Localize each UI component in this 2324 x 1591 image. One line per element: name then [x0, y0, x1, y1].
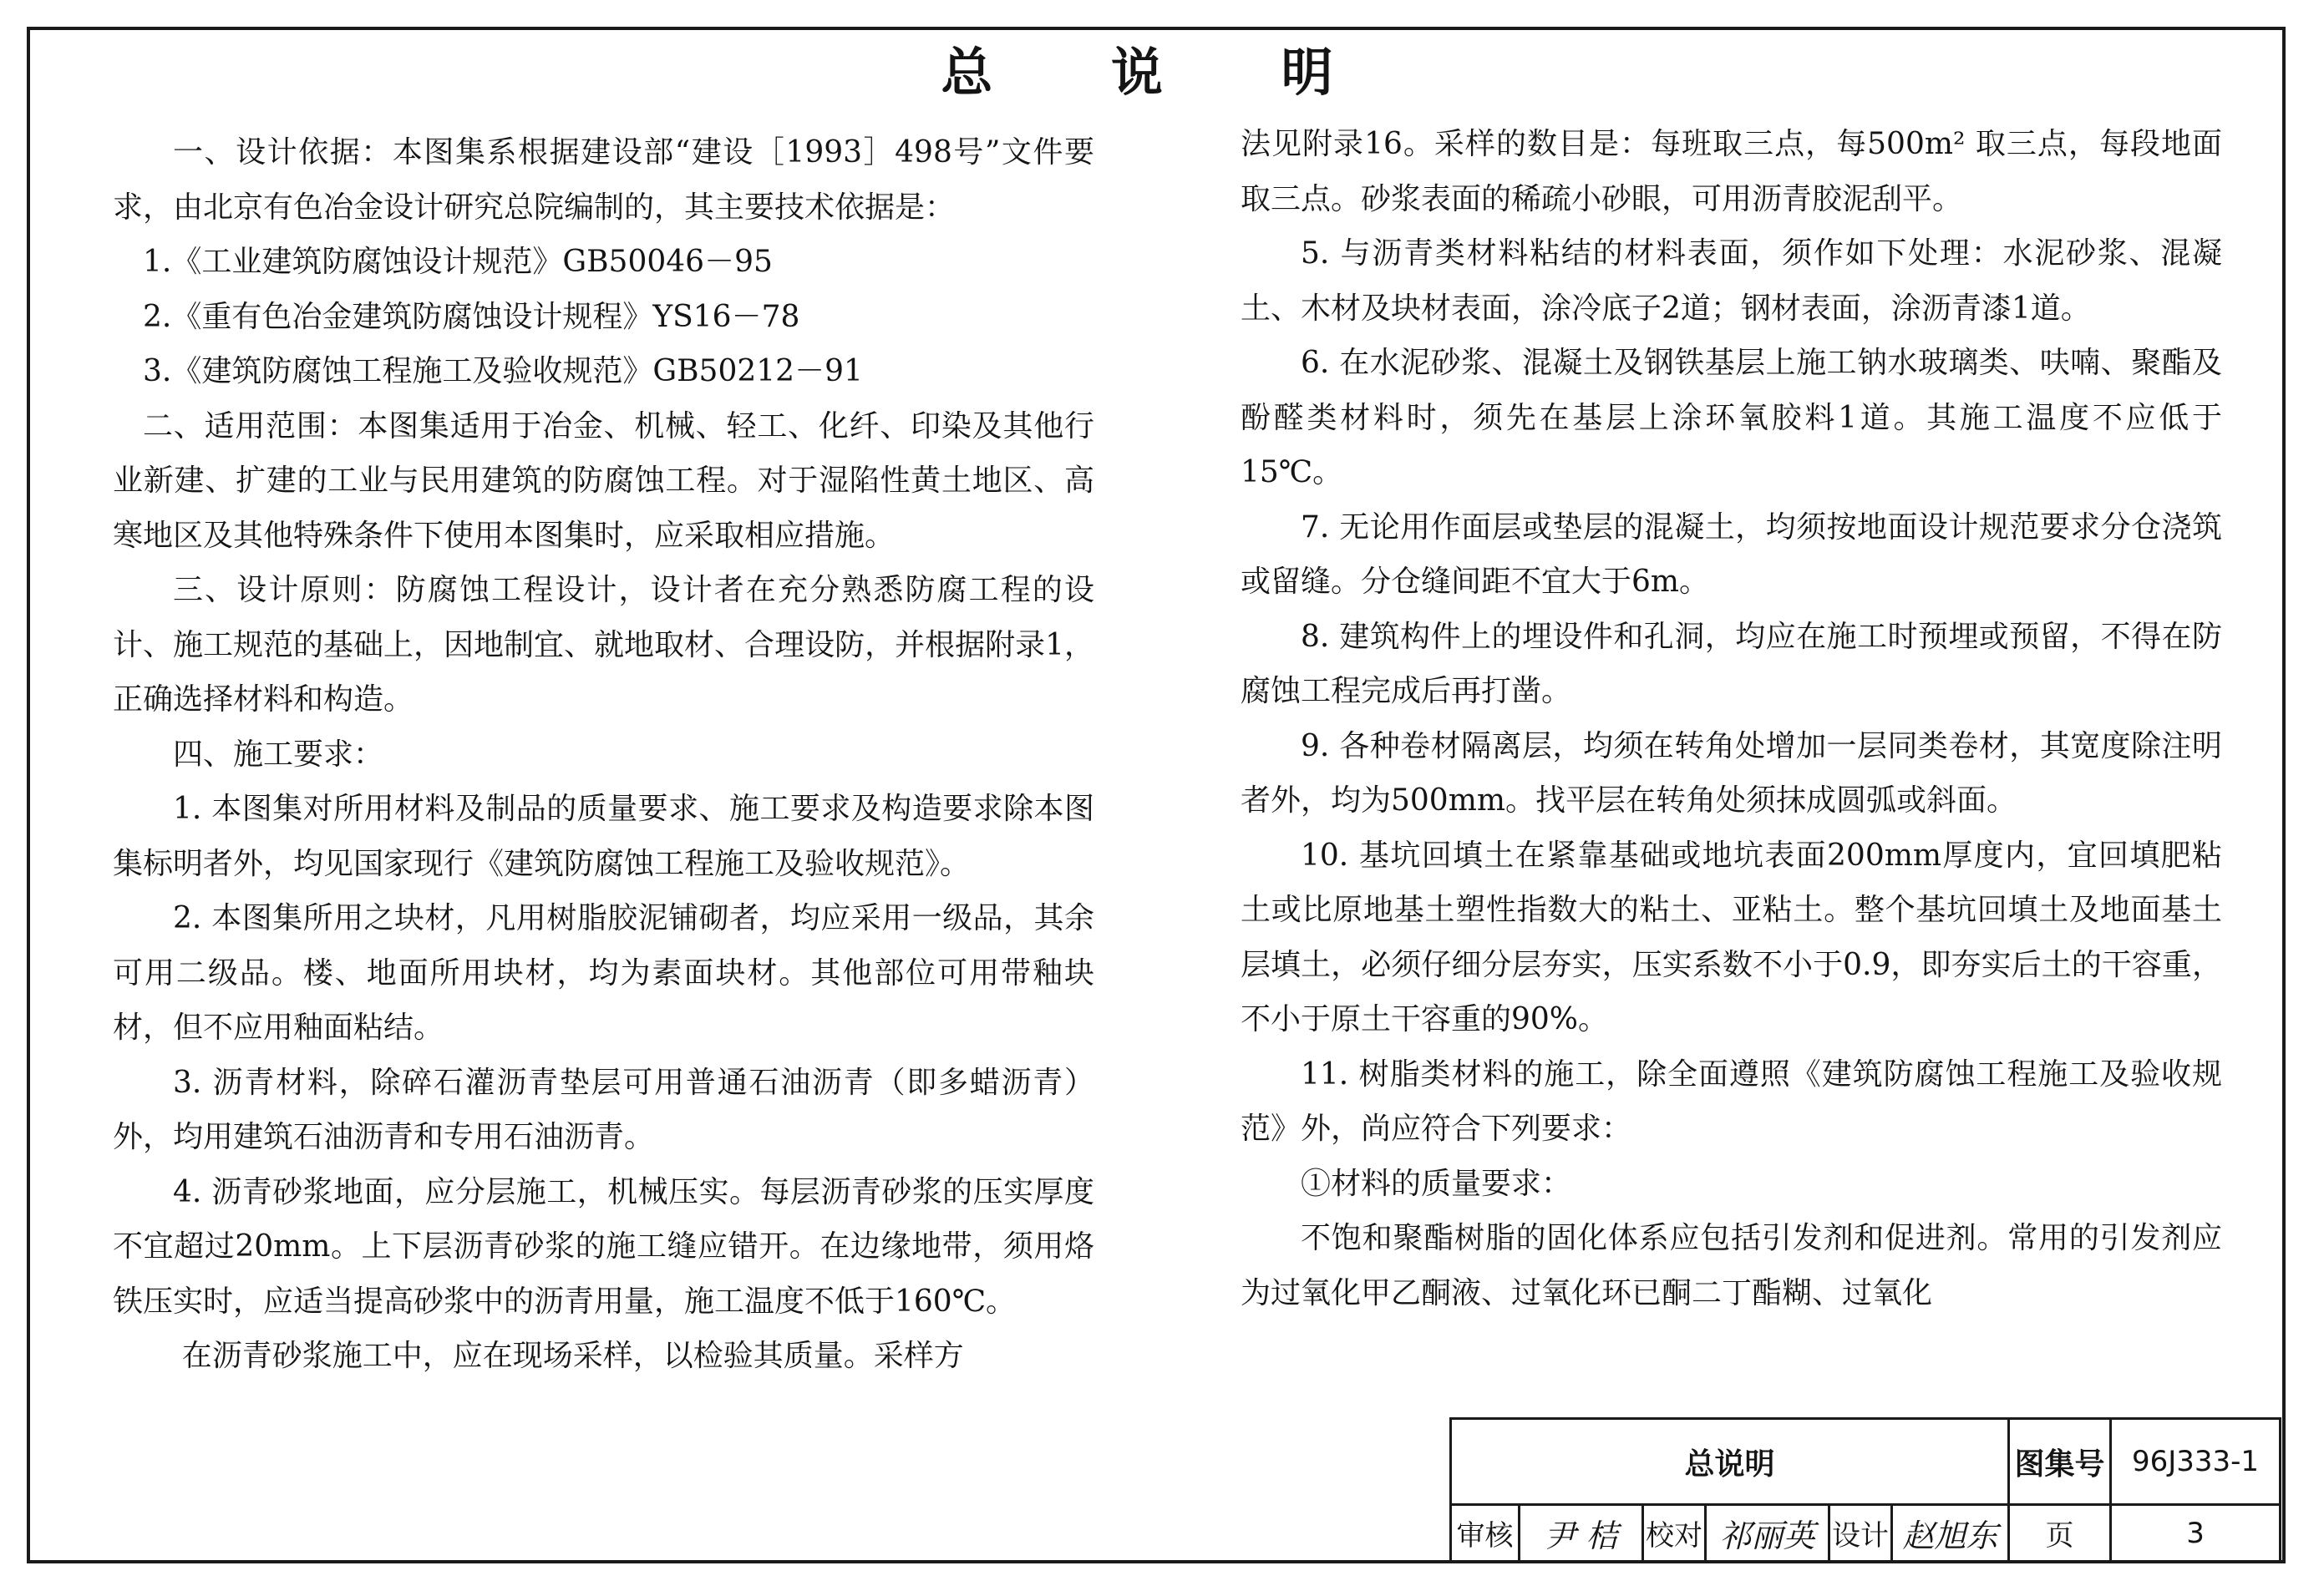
left-column	[113, 125, 1094, 1384]
requirement-item-5: 5. 与沥青类材料粘结的材料表面，须作如下处理：水泥砂浆、混凝土、木材及块材表面，涂冷底子2道；钢材表面，涂沥青漆1道。	[1241, 236, 2222, 326]
reference-3: 3.《建筑防腐蚀工程施工及验收规范》GB50212－91	[143, 354, 863, 388]
requirement-item-7: 7. 无论用作面层或垫层的混凝土，均须按地面设计规范要求分仓浇筑或留缝。分仓缝间距不宜大于6m。	[1241, 509, 2222, 599]
reference-2: 2.《重有色冶金建筑防腐蚀设计规程》YS16－78	[143, 299, 800, 334]
title-block	[1449, 1417, 2279, 1560]
design-principle-paragraph: 三、设计原则：防腐蚀工程设计，设计者在充分熟悉防腐工程的设计、施工规范的基础上，因地制宜、就地取材、合理设防，并根据附录1，正确选择材料和构造。	[113, 573, 1094, 717]
requirement-item-2: 2. 本图集所用之块材，凡用树脂胶泥铺砌者，均应采用一级品，其余可用二级品。楼、地面所用块材，均为素面块材。其他部位可用带釉块材，但不应用釉面粘结。	[113, 901, 1094, 1045]
requirement-item-1: 1. 本图集对所用材料及制品的质量要求、施工要求及构造要求除本图集标明者外，均见国家现行《建筑防腐蚀工程施工及验收规范》。	[113, 792, 1094, 881]
requirement-item-8: 8. 建筑构件上的埋设件和孔洞，均应在施工时预埋或预留，不得在防腐蚀工程完成后再打凿。	[1241, 619, 2222, 708]
scope-paragraph: 二、适用范围：本图集适用于冶金、机械、轻工、化纤、印染及其他行业新建、扩建的工业与民用建筑的防腐蚀工程。对于湿陷性黄土地区、高寒地区及其他特殊条件下使用本图集时，应采取相应措施。	[113, 408, 1094, 553]
right-column	[1241, 117, 2222, 1320]
construction-requirements-heading: 四、施工要求：	[173, 737, 384, 772]
titleblock-atlas-label: 图集号	[2009, 1419, 2111, 1505]
requirement-item-9: 9. 各种卷材隔离层，均须在转角处增加一层同类卷材，其宽度除注明者外，均为500mm。找平层在转角处须抹成圆弧或斜面。	[1241, 728, 2222, 818]
titleblock-review-label: 审核	[1451, 1505, 1520, 1562]
reference-1: 1.《工业建筑防腐蚀设计规范》GB50046－95	[143, 245, 773, 279]
titleblock-page-number: 3	[2111, 1505, 2281, 1562]
material-quality-heading: ①材料的质量要求：	[1301, 1166, 1572, 1201]
requirement-item-4-sampling: 在沥青砂浆施工中，应在现场采样，以检验其质量。采样方	[181, 1339, 964, 1373]
requirement-item-10: 10. 基坑回填土在紧靠基础或地坑表面200mm厚度内，宜回填肥粘土或比原地基土塑性指数大的粘土、亚粘土。整个基坑回填土及地面基土层填土，必须仔细分层夯实，压实系数不小于0.9，即夯实后土的干容重，不小于原土干容重的90%。	[1241, 838, 2222, 1036]
titleblock-check-label: 校对	[1643, 1505, 1706, 1562]
titleblock-review-signature: 尹 桔	[1520, 1505, 1643, 1562]
sampling-continuation: 法见附录16。采样的数目是：每班取三点，每500m² 取三点，每段地面取三点。砂浆表面的稀疏小砂眼，可用沥青胶泥刮平。	[1241, 127, 2222, 216]
titleblock-design-label: 设计	[1829, 1505, 1892, 1562]
requirement-item-6: 6. 在水泥砂浆、混凝土及钢铁基层上施工钠水玻璃类、呋喃、聚酯及酚醛类材料时，须先在基层上涂环氧胶料1道。其施工温度不应低于15℃。	[1241, 346, 2222, 489]
page-title: 总 说 明	[941, 42, 1383, 103]
requirement-item-4: 4. 沥青砂浆地面，应分层施工，机械压实。每层沥青砂浆的压实厚度不宜超过20mm。上下层沥青砂浆的施工缝应错开。在边缘地带，须用烙铁压实时，应适当提高砂浆中的沥青用量，施工温度不低于160℃。	[113, 1174, 1094, 1319]
titleblock-check-signature: 祁丽英	[1706, 1505, 1829, 1562]
titleblock-page-label: 页	[2009, 1505, 2111, 1562]
titleblock-atlas-number: 96J333-1	[2111, 1419, 2281, 1505]
requirement-item-3: 3. 沥青材料，除碎石灌沥青垫层可用普通石油沥青（即多蜡沥青）外，均用建筑石油沥青和专用石油沥青。	[113, 1065, 1094, 1154]
design-basis-paragraph: 一、设计依据：本图集系根据建设部“建设［1993］498号”文件要求，由北京有色冶金设计研究总院编制的，其主要技术依据是：	[113, 135, 1094, 225]
titleblock-name: 总说明	[1451, 1419, 2009, 1505]
material-quality-text: 不饱和聚酯树脂的固化体系应包括引发剂和促进剂。常用的引发剂应为过氧化甲乙酮液、过氧化环已酮二丁酯糊、过氧化	[1241, 1221, 2222, 1310]
requirement-item-11: 11. 树脂类材料的施工，除全面遵照《建筑防腐蚀工程施工及验收规范》外，尚应符合下列要求：	[1241, 1056, 2222, 1146]
titleblock-design-signature: 赵旭东	[1892, 1505, 2009, 1562]
